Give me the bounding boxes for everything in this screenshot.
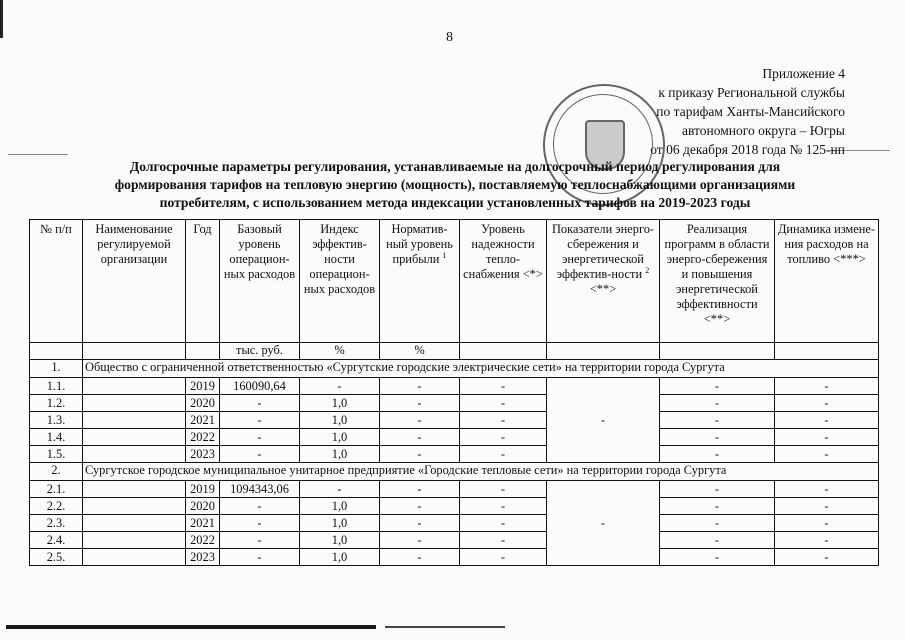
- row-programs: -: [660, 498, 775, 515]
- row-index: -: [300, 481, 380, 498]
- row-reliability: -: [460, 395, 547, 412]
- row-year: 2022: [186, 429, 220, 446]
- table-row: [30, 395, 879, 412]
- row-num: 1.1.: [30, 378, 83, 395]
- row-base: 1094343,06: [220, 481, 300, 498]
- row-num: 1.2.: [30, 395, 83, 412]
- page-number: 8: [446, 30, 453, 45]
- row-num: 2.4.: [30, 532, 83, 549]
- row-programs: -: [660, 395, 775, 412]
- row-reliability: -: [460, 498, 547, 515]
- row-year: 2020: [186, 395, 220, 412]
- row-programs: -: [660, 378, 775, 395]
- title-line: потребителям, с использованием метода индексации установленных тарифов на 2019-2023 годы: [159, 195, 751, 210]
- row-profit: -: [380, 395, 460, 412]
- table-row: [30, 481, 879, 498]
- col-header-programs: Реализация программ в области энерго-сбережения и повышения энергетической эффективности <**>: [660, 220, 775, 343]
- row-reliability: -: [460, 549, 547, 566]
- row-base: -: [220, 532, 300, 549]
- appendix-block: [650, 64, 845, 159]
- appendix-line: Приложение 4: [762, 66, 845, 81]
- appendix-line: к приказу Региональной службы: [658, 85, 845, 100]
- row-base: -: [220, 412, 300, 429]
- unit-base: тыс. руб.: [220, 343, 300, 360]
- appendix-line: от 06 декабря 2018 года № 125-нп: [650, 142, 845, 157]
- row-index: 1,0: [300, 549, 380, 566]
- row-reliability: -: [460, 412, 547, 429]
- organization-row: [30, 463, 879, 481]
- col-header-reliability: Уровень надежности тепло-снабжения <*>: [460, 220, 547, 343]
- row-profit: -: [380, 498, 460, 515]
- scan-mark: [8, 154, 68, 155]
- row-fuel: -: [775, 532, 879, 549]
- col-header-efficiency-index: Индекс эффектив-ности операцион-ных расходов: [300, 220, 380, 343]
- row-num: 2.1.: [30, 481, 83, 498]
- org-name: Сургутское городское муниципальное унитарное предприятие «Городские тепловые сети» на территории города Сургута: [83, 463, 879, 481]
- row-profit: -: [380, 378, 460, 395]
- col-header-base-opex: Базовый уровень операцион-ных расходов: [220, 220, 300, 343]
- row-fuel: -: [775, 429, 879, 446]
- row-base: -: [220, 515, 300, 532]
- org-name: Общество с ограниченной ответственностью «Сургутские городские электрические сети» на территории города Сургута: [83, 360, 879, 378]
- row-num: 1.5.: [30, 446, 83, 463]
- row-base: -: [220, 446, 300, 463]
- row-reliability: -: [460, 481, 547, 498]
- row-profit: -: [380, 446, 460, 463]
- row-index: 1,0: [300, 515, 380, 532]
- row-fuel: -: [775, 395, 879, 412]
- row-year: 2021: [186, 412, 220, 429]
- row-reliability: -: [460, 515, 547, 532]
- row-programs: -: [660, 481, 775, 498]
- row-programs: -: [660, 412, 775, 429]
- col-header-profit-norm: Норматив-ный уровень прибыли $^1$: [380, 220, 460, 343]
- row-fuel: -: [775, 498, 879, 515]
- row-programs: -: [660, 549, 775, 566]
- row-profit: -: [380, 412, 460, 429]
- row-index: 1,0: [300, 532, 380, 549]
- row-index: 1,0: [300, 395, 380, 412]
- row-year: 2019: [186, 481, 220, 498]
- table-row: [30, 412, 879, 429]
- col-header-num: № п/п: [30, 220, 83, 343]
- unit-profit: %: [380, 343, 460, 360]
- row-index: 1,0: [300, 498, 380, 515]
- row-profit: -: [380, 549, 460, 566]
- row-base: -: [220, 549, 300, 566]
- row-index: 1,0: [300, 412, 380, 429]
- row-base: -: [220, 429, 300, 446]
- row-reliability: -: [460, 532, 547, 549]
- row-fuel: -: [775, 378, 879, 395]
- col-header-year: Год: [186, 220, 220, 343]
- row-index: 1,0: [300, 446, 380, 463]
- scan-edge-left: [0, 0, 3, 38]
- scan-edge-bottom: [385, 626, 505, 628]
- appendix-line: по тарифам Ханты-Мансийского: [656, 104, 845, 119]
- row-year: 2023: [186, 549, 220, 566]
- document-title: [40, 158, 870, 212]
- row-base: 160090,64: [220, 378, 300, 395]
- appendix-line: автономного округа – Югры: [682, 123, 845, 138]
- title-line: формирования тарифов на тепловую энергию (мощность), поставляемую теплоснабжающими организациями: [114, 177, 796, 192]
- row-index: -: [300, 378, 380, 395]
- org-num: 2.: [30, 463, 83, 481]
- col-header-fuel: Динамика измене-ния расходов на топливо <***>: [775, 220, 879, 343]
- col-header-energy-saving: Показатели энерго-сбережения и энергетической эффектив-ности $^2$ <**>: [547, 220, 660, 343]
- row-base: -: [220, 498, 300, 515]
- col-header-organization: Наименование регулируемой организации: [83, 220, 186, 343]
- row-year: 2020: [186, 498, 220, 515]
- row-fuel: -: [775, 412, 879, 429]
- energy-indicator-cell: -: [547, 481, 660, 566]
- row-num: 2.3.: [30, 515, 83, 532]
- unit-index: %: [300, 343, 380, 360]
- row-programs: -: [660, 429, 775, 446]
- header-row: [30, 220, 879, 343]
- row-programs: -: [660, 515, 775, 532]
- org-num: 1.: [30, 360, 83, 378]
- scan-edge-bottom: [6, 625, 376, 629]
- row-programs: -: [660, 446, 775, 463]
- row-profit: -: [380, 481, 460, 498]
- row-fuel: -: [775, 481, 879, 498]
- row-profit: -: [380, 515, 460, 532]
- table-row: [30, 429, 879, 446]
- table-row: [30, 532, 879, 549]
- parameters-table: [29, 219, 879, 566]
- energy-indicator-cell: -: [547, 378, 660, 463]
- table-row: [30, 446, 879, 463]
- units-row: [30, 343, 879, 360]
- row-programs: -: [660, 532, 775, 549]
- row-num: 2.2.: [30, 498, 83, 515]
- row-num: 1.3.: [30, 412, 83, 429]
- row-num: 1.4.: [30, 429, 83, 446]
- row-reliability: -: [460, 446, 547, 463]
- title-line: Долгосрочные параметры регулирования, устанавливаемые на долгосрочный период регулирования для: [129, 159, 781, 174]
- row-year: 2019: [186, 378, 220, 395]
- row-num: 2.5.: [30, 549, 83, 566]
- organization-row: [30, 360, 879, 378]
- row-fuel: -: [775, 446, 879, 463]
- row-fuel: -: [775, 515, 879, 532]
- table-row: [30, 378, 879, 395]
- row-profit: -: [380, 532, 460, 549]
- row-profit: -: [380, 429, 460, 446]
- row-reliability: -: [460, 378, 547, 395]
- table-row: [30, 498, 879, 515]
- table-row: [30, 549, 879, 566]
- row-year: 2022: [186, 532, 220, 549]
- row-reliability: -: [460, 429, 547, 446]
- row-year: 2023: [186, 446, 220, 463]
- row-fuel: -: [775, 549, 879, 566]
- row-year: 2021: [186, 515, 220, 532]
- row-base: -: [220, 395, 300, 412]
- table-row: [30, 515, 879, 532]
- row-index: 1,0: [300, 429, 380, 446]
